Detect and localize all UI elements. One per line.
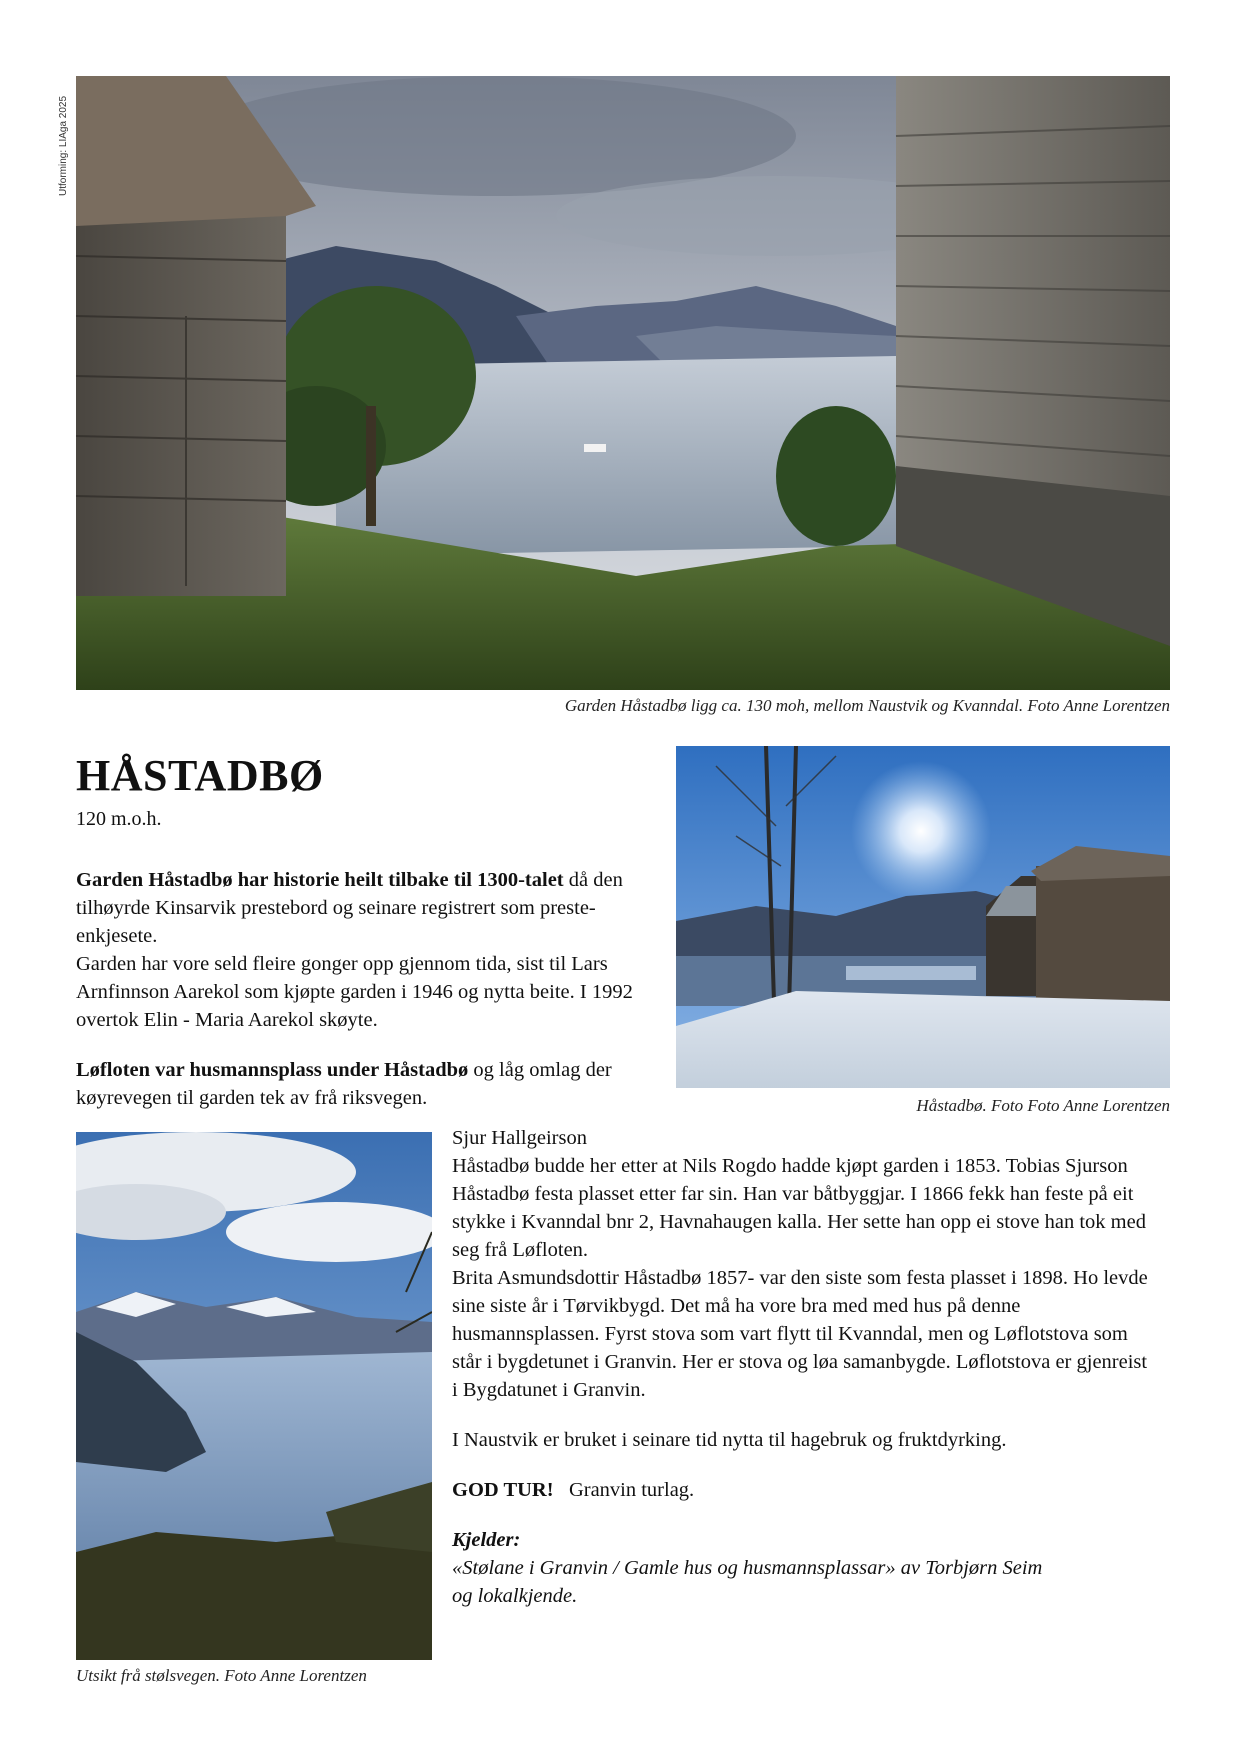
top-photo-caption: Garden Håstadbø ligg ca. 130 moh, mellom Naustvik og Kvanndal. Foto Anne Lorentzen: [564, 696, 1170, 715]
sources-line-2: og lokalkjende.: [452, 1585, 578, 1607]
sources-block: [452, 1526, 1152, 1610]
sources-line-1: «Stølane i Granvin / Gamle hus og husmannsplassar» av Torbjørn Seim: [452, 1557, 1043, 1579]
fjord-photo: [76, 1132, 432, 1660]
history-paragraph-2: Brita Asmundsdottir Håstadbø 1857- var den siste som festa plasset i 1898. Ho levde sine siste år i Tørvikbygd. Det må ha vore bra med med hus på denne husmannsplassen. Fyrst stova som vart flytt til Kvanndal, men og Løflotstova som står i bygdetunet i Granvin. Her er stova og løa samanbygde. Løflotstova er gjenreist i Bygdatunet i Granvin.: [452, 1267, 1148, 1401]
history-name: Sjur Hallgeirson: [452, 1127, 587, 1149]
sale-paragraph: Garden har vore seld fleire gonger opp gjennom tida, sist til Lars Arnfinnson Aarekol som kjøpte garden i 1946 og nytta beite. I 1992 overtok Elin - Maria Aarekol skøyte.: [76, 953, 633, 1031]
organisation: Granvin turlag.: [568, 1479, 695, 1501]
lofloten-lead: Løfloten var husmannsplass under Håstadbø: [76, 1059, 469, 1081]
winter-photo-caption: Håstadbø. Foto Foto Anne Lorentzen: [916, 1096, 1170, 1115]
history-paragraph-1: Håstadbø budde her etter at Nils Rogdo hadde kjøpt garden i 1853. Tobias Sjurson Håstadbø festa plasset etter far sin. Han var båtbyggjar. I 1866 fekk han feste på eit stykke i Kvanndal bnr 2, Havnahaugen kalla. Her sette han opp ei stove han tok med seg frå Løfloten.: [452, 1155, 1146, 1261]
intro-text: [76, 866, 654, 1112]
intro-rest: då den tilhøyrde Kinsarvik prestebord og seinare registrert som preste-enkjesete.: [76, 869, 623, 947]
altitude: 120 m.o.h.: [76, 808, 162, 830]
history-text: [452, 1124, 1152, 1610]
page-title: HÅSTADBØ: [76, 751, 324, 800]
winter-photo: [676, 746, 1170, 1088]
top-photo: [76, 76, 1170, 690]
closing-line: [452, 1476, 1152, 1504]
design-credit: Utforming: LIAga 2025: [58, 95, 69, 196]
god-tur: GOD TUR!: [452, 1479, 554, 1501]
lofloten-rest: og låg omlag der køyrevegen til garden tek av frå riksvegen.: [76, 1059, 612, 1109]
sources-heading: Kjelder:: [452, 1529, 521, 1551]
naustvik-paragraph: I Naustvik er bruket i seinare tid nytta til hagebruk og fruktdyrking.: [452, 1429, 1007, 1451]
intro-lead: Garden Håstadbø har historie heilt tilbake til 1300-talet: [76, 869, 564, 891]
fjord-photo-caption: Utsikt frå stølsvegen. Foto Anne Lorentzen: [76, 1666, 367, 1685]
intro-paragraph: [76, 866, 654, 950]
lofloten-paragraph: [76, 1056, 654, 1112]
